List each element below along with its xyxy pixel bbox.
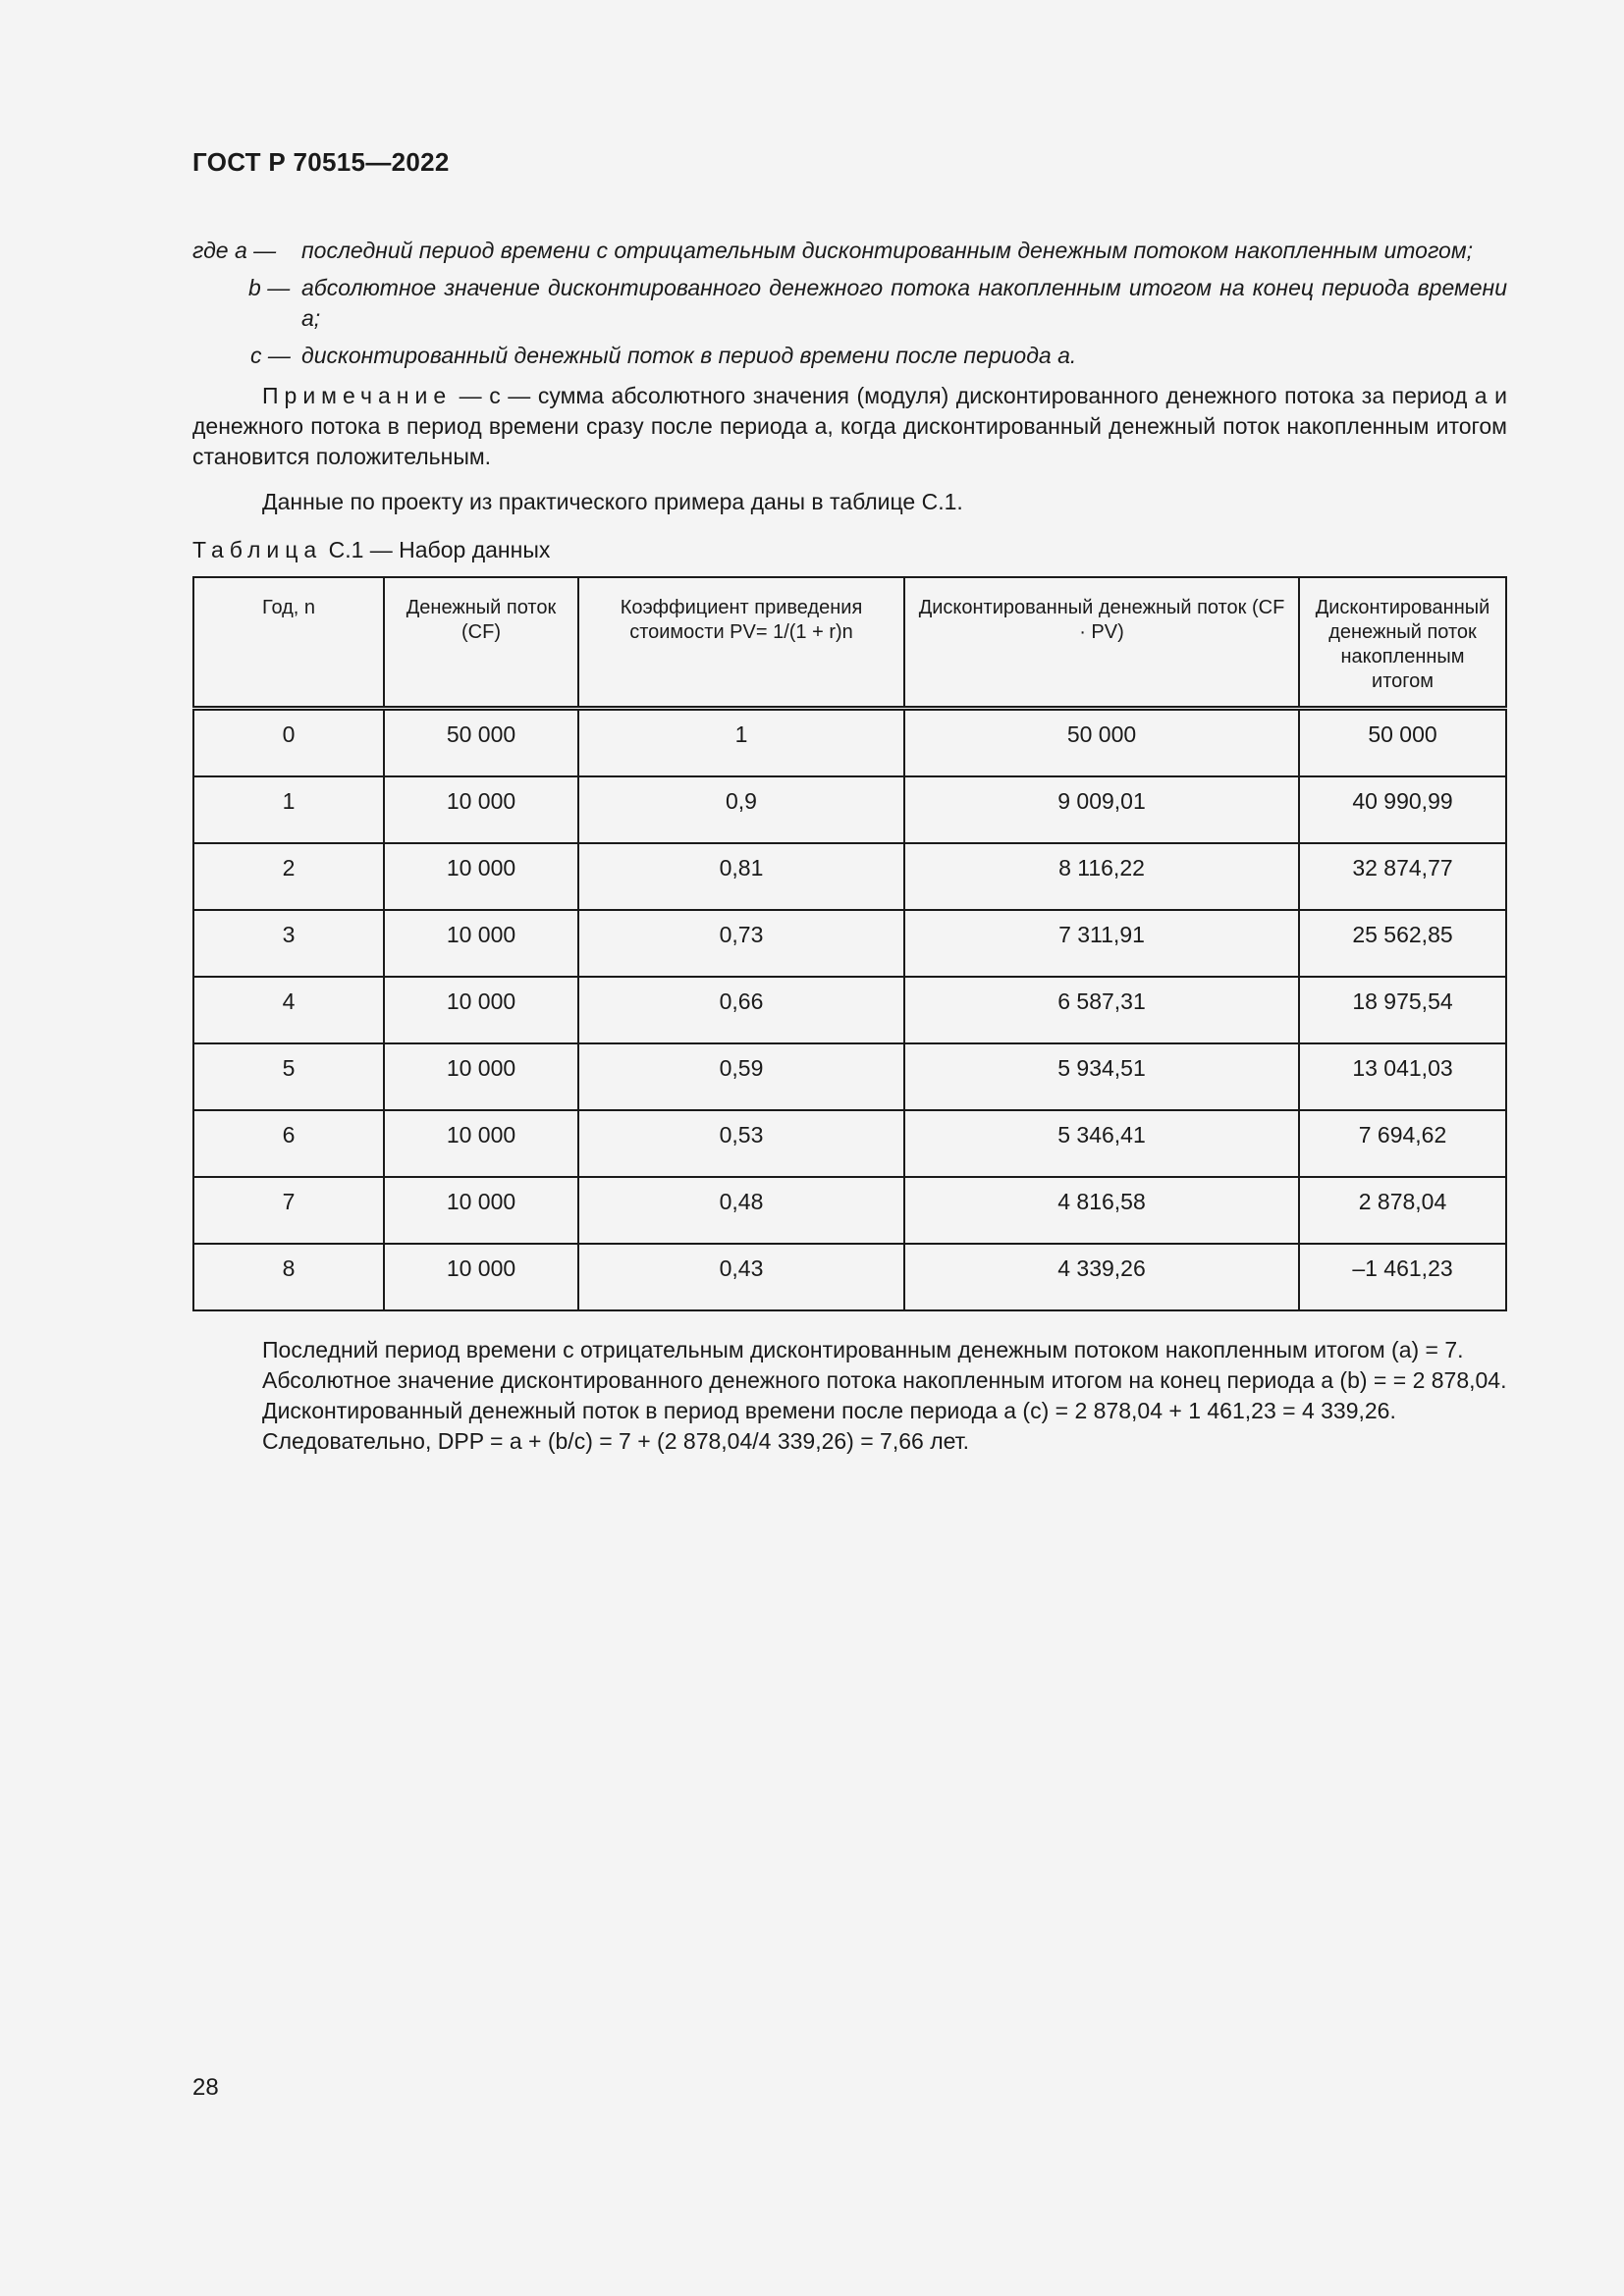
table-cell: 10 000	[384, 776, 578, 843]
table-title: С.1 — Набор данных	[322, 537, 551, 562]
table-cell: –1 461,23	[1299, 1244, 1506, 1310]
table-row	[193, 843, 1506, 910]
table-cell: 8	[193, 1244, 384, 1310]
table-row	[193, 1110, 1506, 1177]
table-row	[193, 776, 1506, 843]
where-definition: абсолютное значение дисконтированного денежного потока накопленным итогом на конец периода времени a;	[301, 275, 1507, 331]
table-cell: 5	[193, 1043, 384, 1110]
where-definition: последний период времени с отрицательным дисконтированным денежным потоком накопленным итогом;	[301, 238, 1473, 263]
document-header: ГОСТ Р 70515—2022	[192, 147, 450, 177]
table-cell: 32 874,77	[1299, 843, 1506, 910]
table-cell: 7 694,62	[1299, 1110, 1506, 1177]
header-discounted-cf: Дисконтированный денежный поток (CF · PV)	[904, 577, 1299, 709]
where-lead: где a —	[192, 238, 277, 263]
table-cell: 8 116,22	[904, 843, 1299, 910]
table-cell: 0,53	[578, 1110, 904, 1177]
table-cell: 0,59	[578, 1043, 904, 1110]
header-year: Год, n	[193, 577, 384, 709]
table-cell: 4 339,26	[904, 1244, 1299, 1310]
table-cell: 13 041,03	[1299, 1043, 1506, 1110]
page-number: 28	[192, 2074, 219, 2101]
table-row	[193, 977, 1506, 1043]
table-cell: 10 000	[384, 977, 578, 1043]
calc-line-b: Абсолютное значение дисконтированного денежного потока накопленным итогом на конец периода a (b) = = 2 878,04.	[262, 1367, 1507, 1393]
table-cell: 6	[193, 1110, 384, 1177]
table-cell: 0	[193, 709, 384, 777]
table-cell: 7	[193, 1177, 384, 1244]
where-definition: дисконтированный денежный поток в период времени после периода a.	[301, 343, 1077, 368]
table-cell: 7 311,91	[904, 910, 1299, 977]
note-body: — c — сумма абсолютного значения (модуля) дисконтированного денежного потока за период a и денежного потока в период времени сразу после периода a, когда дисконтированный денежный поток накопленным итогом становится положительным.	[192, 383, 1507, 469]
table-cell: 1	[193, 776, 384, 843]
table-cell: 10 000	[384, 1110, 578, 1177]
table-row	[193, 709, 1506, 777]
table-cell: 50 000	[384, 709, 578, 777]
table-cell: 0,66	[578, 977, 904, 1043]
table-cell: 2 878,04	[1299, 1177, 1506, 1244]
table-row	[193, 910, 1506, 977]
table-row	[193, 1043, 1506, 1110]
calc-line-dpp: Следовательно, DPP = a + (b/c) = 7 + (2 878,04/4 339,26) = 7,66 лет.	[262, 1428, 970, 1454]
table-cell: 18 975,54	[1299, 977, 1506, 1043]
table-cell: 5 346,41	[904, 1110, 1299, 1177]
table-cell: 1	[578, 709, 904, 777]
header-pv-factor: Коэффициент приведения стоимости PV= 1/(1 + r)n	[578, 577, 904, 709]
calc-line-c: Дисконтированный денежный поток в период времени после периода a (c) = 2 878,04 + 1 461,23 = 4 339,26.	[262, 1398, 1396, 1423]
intro-paragraph: Данные по проекту из практического примера даны в таблице С.1.	[262, 489, 963, 514]
table-cell: 3	[193, 910, 384, 977]
table-cell: 10 000	[384, 910, 578, 977]
where-item	[192, 273, 1507, 334]
table-cell: 0,81	[578, 843, 904, 910]
table-label: Таблица	[192, 537, 323, 562]
where-lead: c —	[250, 343, 291, 368]
table-cell: 0,9	[578, 776, 904, 843]
table-row	[193, 1244, 1506, 1310]
table-cell: 10 000	[384, 1043, 578, 1110]
table-cell: 0,43	[578, 1244, 904, 1310]
header-cumulative-dcf: Дисконтированный денежный поток накопленным итогом	[1299, 577, 1506, 709]
where-item	[192, 341, 1507, 371]
table-cell: 0,48	[578, 1177, 904, 1244]
table-cell: 5 934,51	[904, 1043, 1299, 1110]
table-cell: 10 000	[384, 1177, 578, 1244]
header-cash-flow: Денежный поток (CF)	[384, 577, 578, 709]
where-item	[192, 236, 1507, 266]
table-cell: 4	[193, 977, 384, 1043]
table-header-row	[193, 577, 1506, 709]
page-content	[192, 236, 1507, 1457]
note-label: Примечание	[262, 383, 453, 408]
table-cell: 4 816,58	[904, 1177, 1299, 1244]
where-lead: b —	[248, 275, 291, 300]
note-paragraph	[192, 381, 1507, 472]
table-cell: 40 990,99	[1299, 776, 1506, 843]
table-cell: 50 000	[1299, 709, 1506, 777]
calc-line-a: Последний период времени с отрицательным дисконтированным денежным потоком накопленным итогом (a) = 7.	[262, 1337, 1464, 1362]
table-cell: 2	[193, 843, 384, 910]
table-cell: 50 000	[904, 709, 1299, 777]
table-cell: 10 000	[384, 843, 578, 910]
table-cell: 6 587,31	[904, 977, 1299, 1043]
table-caption	[192, 535, 1507, 565]
data-table	[192, 576, 1507, 1311]
table-cell: 0,73	[578, 910, 904, 977]
calculation-block	[192, 1335, 1507, 1457]
where-list	[192, 236, 1507, 371]
table-cell: 25 562,85	[1299, 910, 1506, 977]
table-cell: 10 000	[384, 1244, 578, 1310]
table-cell: 9 009,01	[904, 776, 1299, 843]
table-row	[193, 1177, 1506, 1244]
